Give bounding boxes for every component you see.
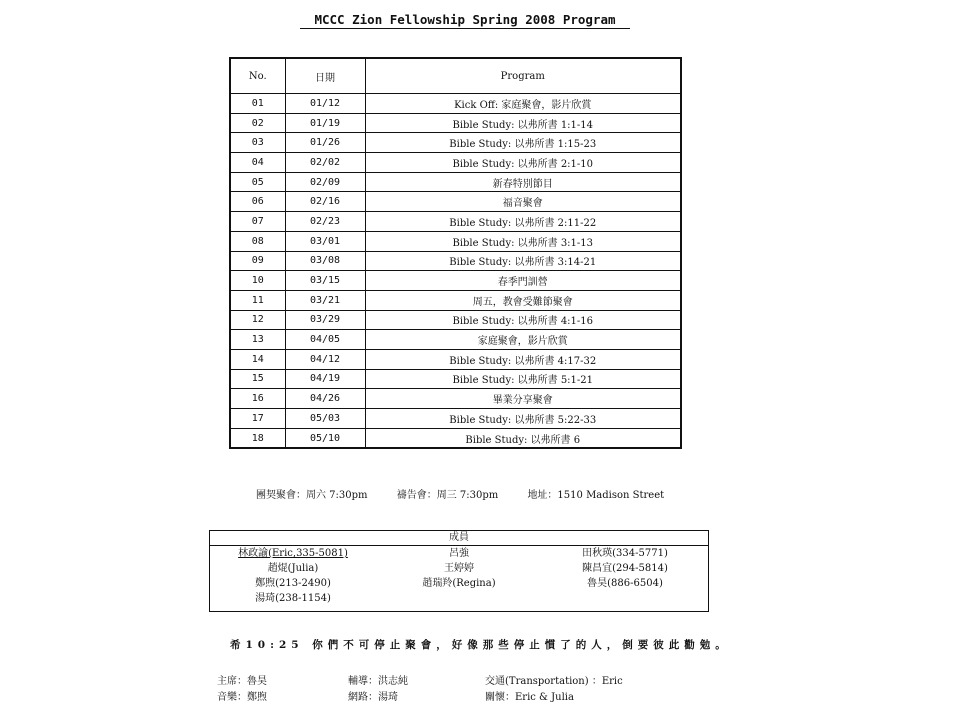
row-date: 04/05 xyxy=(285,330,365,350)
row-number: 06 xyxy=(230,192,285,212)
row-number: 11 xyxy=(230,290,285,310)
row-program: 周五，教會受難節聚會 xyxy=(365,290,681,310)
header-no: No. xyxy=(230,58,285,94)
row-date: 02/16 xyxy=(285,192,365,212)
row-program: Kick Off: 家庭聚會，影片欣賞 xyxy=(365,94,681,114)
row-program: Bible Study: 以弗所書 5:1-21 xyxy=(365,369,681,389)
row-program: 春季門訓營 xyxy=(365,271,681,291)
role-web: 網路：湯琦 xyxy=(348,692,398,703)
table-row xyxy=(230,310,681,330)
row-date: 04/26 xyxy=(285,389,365,409)
table-row xyxy=(230,153,681,173)
role-care: 關懷：Eric & Julia xyxy=(485,692,574,703)
row-date: 03/08 xyxy=(285,251,365,271)
member-name: 湯琦(238-1154) xyxy=(255,593,331,604)
member-name: 魯昊(886-6504) xyxy=(587,578,663,589)
table-row xyxy=(230,94,681,114)
row-date: 03/29 xyxy=(285,310,365,330)
row-program: Bible Study: 以弗所書 2:1-10 xyxy=(365,153,681,173)
page-title: MCCC Zion Fellowship Spring 2008 Program xyxy=(300,12,630,29)
members-box xyxy=(209,530,709,612)
table-row xyxy=(230,290,681,310)
table-row xyxy=(230,212,681,232)
row-number: 12 xyxy=(230,310,285,330)
members-heading: 成員 xyxy=(210,531,708,546)
row-number: 07 xyxy=(230,212,285,232)
row-program: Bible Study: 以弗所書 4:17-32 xyxy=(365,349,681,369)
program-table xyxy=(229,57,682,449)
table-row xyxy=(230,428,681,448)
row-date: 04/19 xyxy=(285,369,365,389)
members-grid xyxy=(210,546,708,606)
roles-row xyxy=(217,674,737,690)
row-date: 03/01 xyxy=(285,231,365,251)
role-transportation: 交通(Transportation) ：Eric xyxy=(485,676,623,687)
row-number: 05 xyxy=(230,172,285,192)
table-header-row xyxy=(230,58,681,94)
row-date: 02/09 xyxy=(285,172,365,192)
row-date: 01/12 xyxy=(285,94,365,114)
row-program: Bible Study: 以弗所書 3:1-13 xyxy=(365,231,681,251)
member-name: 陳昌宜(294-5814) xyxy=(582,563,668,574)
row-number: 16 xyxy=(230,389,285,409)
row-number: 13 xyxy=(230,330,285,350)
row-date: 02/23 xyxy=(285,212,365,232)
row-program: 福音聚會 xyxy=(365,192,681,212)
row-number: 02 xyxy=(230,113,285,133)
row-program: 畢業分享聚會 xyxy=(365,389,681,409)
roles-row xyxy=(217,690,737,706)
row-date: 01/26 xyxy=(285,133,365,153)
role-counselor: 輔導：洪志純 xyxy=(348,676,408,687)
member-name: 田秋瑛(334-5771) xyxy=(582,548,668,559)
row-number: 10 xyxy=(230,271,285,291)
table-row xyxy=(230,389,681,409)
member-name: 王婷婷 xyxy=(444,563,474,574)
row-number: 14 xyxy=(230,349,285,369)
row-program: Bible Study: 以弗所書 1:15-23 xyxy=(365,133,681,153)
header-program: Program xyxy=(365,58,681,94)
table-row xyxy=(230,192,681,212)
row-date: 01/19 xyxy=(285,113,365,133)
member-name: 趙瑞羚(Regina) xyxy=(422,578,496,589)
row-date: 02/02 xyxy=(285,153,365,173)
table-row xyxy=(230,330,681,350)
row-program: Bible Study: 以弗所書 2:11-22 xyxy=(365,212,681,232)
row-program: Bible Study: 以弗所書 3:14-21 xyxy=(365,251,681,271)
row-program: 家庭聚會，影片欣賞 xyxy=(365,330,681,350)
table-row xyxy=(230,172,681,192)
table-row xyxy=(230,271,681,291)
role-chair: 主席：魯昊 xyxy=(217,676,267,687)
roles xyxy=(217,674,737,706)
row-date: 04/12 xyxy=(285,349,365,369)
row-program: Bible Study: 以弗所書 1:1-14 xyxy=(365,113,681,133)
member-name: 呂強 xyxy=(449,548,469,559)
row-number: 08 xyxy=(230,231,285,251)
row-number: 18 xyxy=(230,428,285,448)
table-row xyxy=(230,231,681,251)
table-row xyxy=(230,349,681,369)
bible-verse: 希10:25 你們不可停止聚會，好像那些停止慣了的人，倒要彼此勸勉。 xyxy=(230,639,731,651)
member-name xyxy=(376,592,542,606)
prayer-time: 禱告會：周三 7:30pm xyxy=(396,490,499,501)
row-number: 03 xyxy=(230,133,285,153)
row-date: 03/15 xyxy=(285,271,365,291)
fellowship-time: 團契聚會：周六 7:30pm xyxy=(256,490,368,501)
row-number: 09 xyxy=(230,251,285,271)
header-date: 日期 xyxy=(285,58,365,94)
member-name: 趙焜(Julia) xyxy=(267,563,319,574)
role-music: 音樂：鄭煦 xyxy=(217,692,267,703)
address: 地址：1510 Madison Street xyxy=(527,490,665,501)
member-name: 鄭煦(213-2490) xyxy=(255,578,331,589)
row-number: 15 xyxy=(230,369,285,389)
row-program: Bible Study: 以弗所書 5:22-33 xyxy=(365,409,681,429)
table-row xyxy=(230,113,681,133)
row-number: 17 xyxy=(230,409,285,429)
row-date: 03/21 xyxy=(285,290,365,310)
table-row xyxy=(230,251,681,271)
row-program: Bible Study: 以弗所書 6 xyxy=(365,428,681,448)
table-row xyxy=(230,409,681,429)
row-date: 05/10 xyxy=(285,428,365,448)
member-name xyxy=(542,592,708,606)
table-row xyxy=(230,133,681,153)
row-program: 新春特別節目 xyxy=(365,172,681,192)
row-program: Bible Study: 以弗所書 4:1-16 xyxy=(365,310,681,330)
row-date: 05/03 xyxy=(285,409,365,429)
member-name: 林政諭(Eric,335-5081) xyxy=(238,548,348,559)
table-row xyxy=(230,369,681,389)
row-number: 04 xyxy=(230,153,285,173)
meeting-info xyxy=(256,486,690,501)
row-number: 01 xyxy=(230,94,285,114)
